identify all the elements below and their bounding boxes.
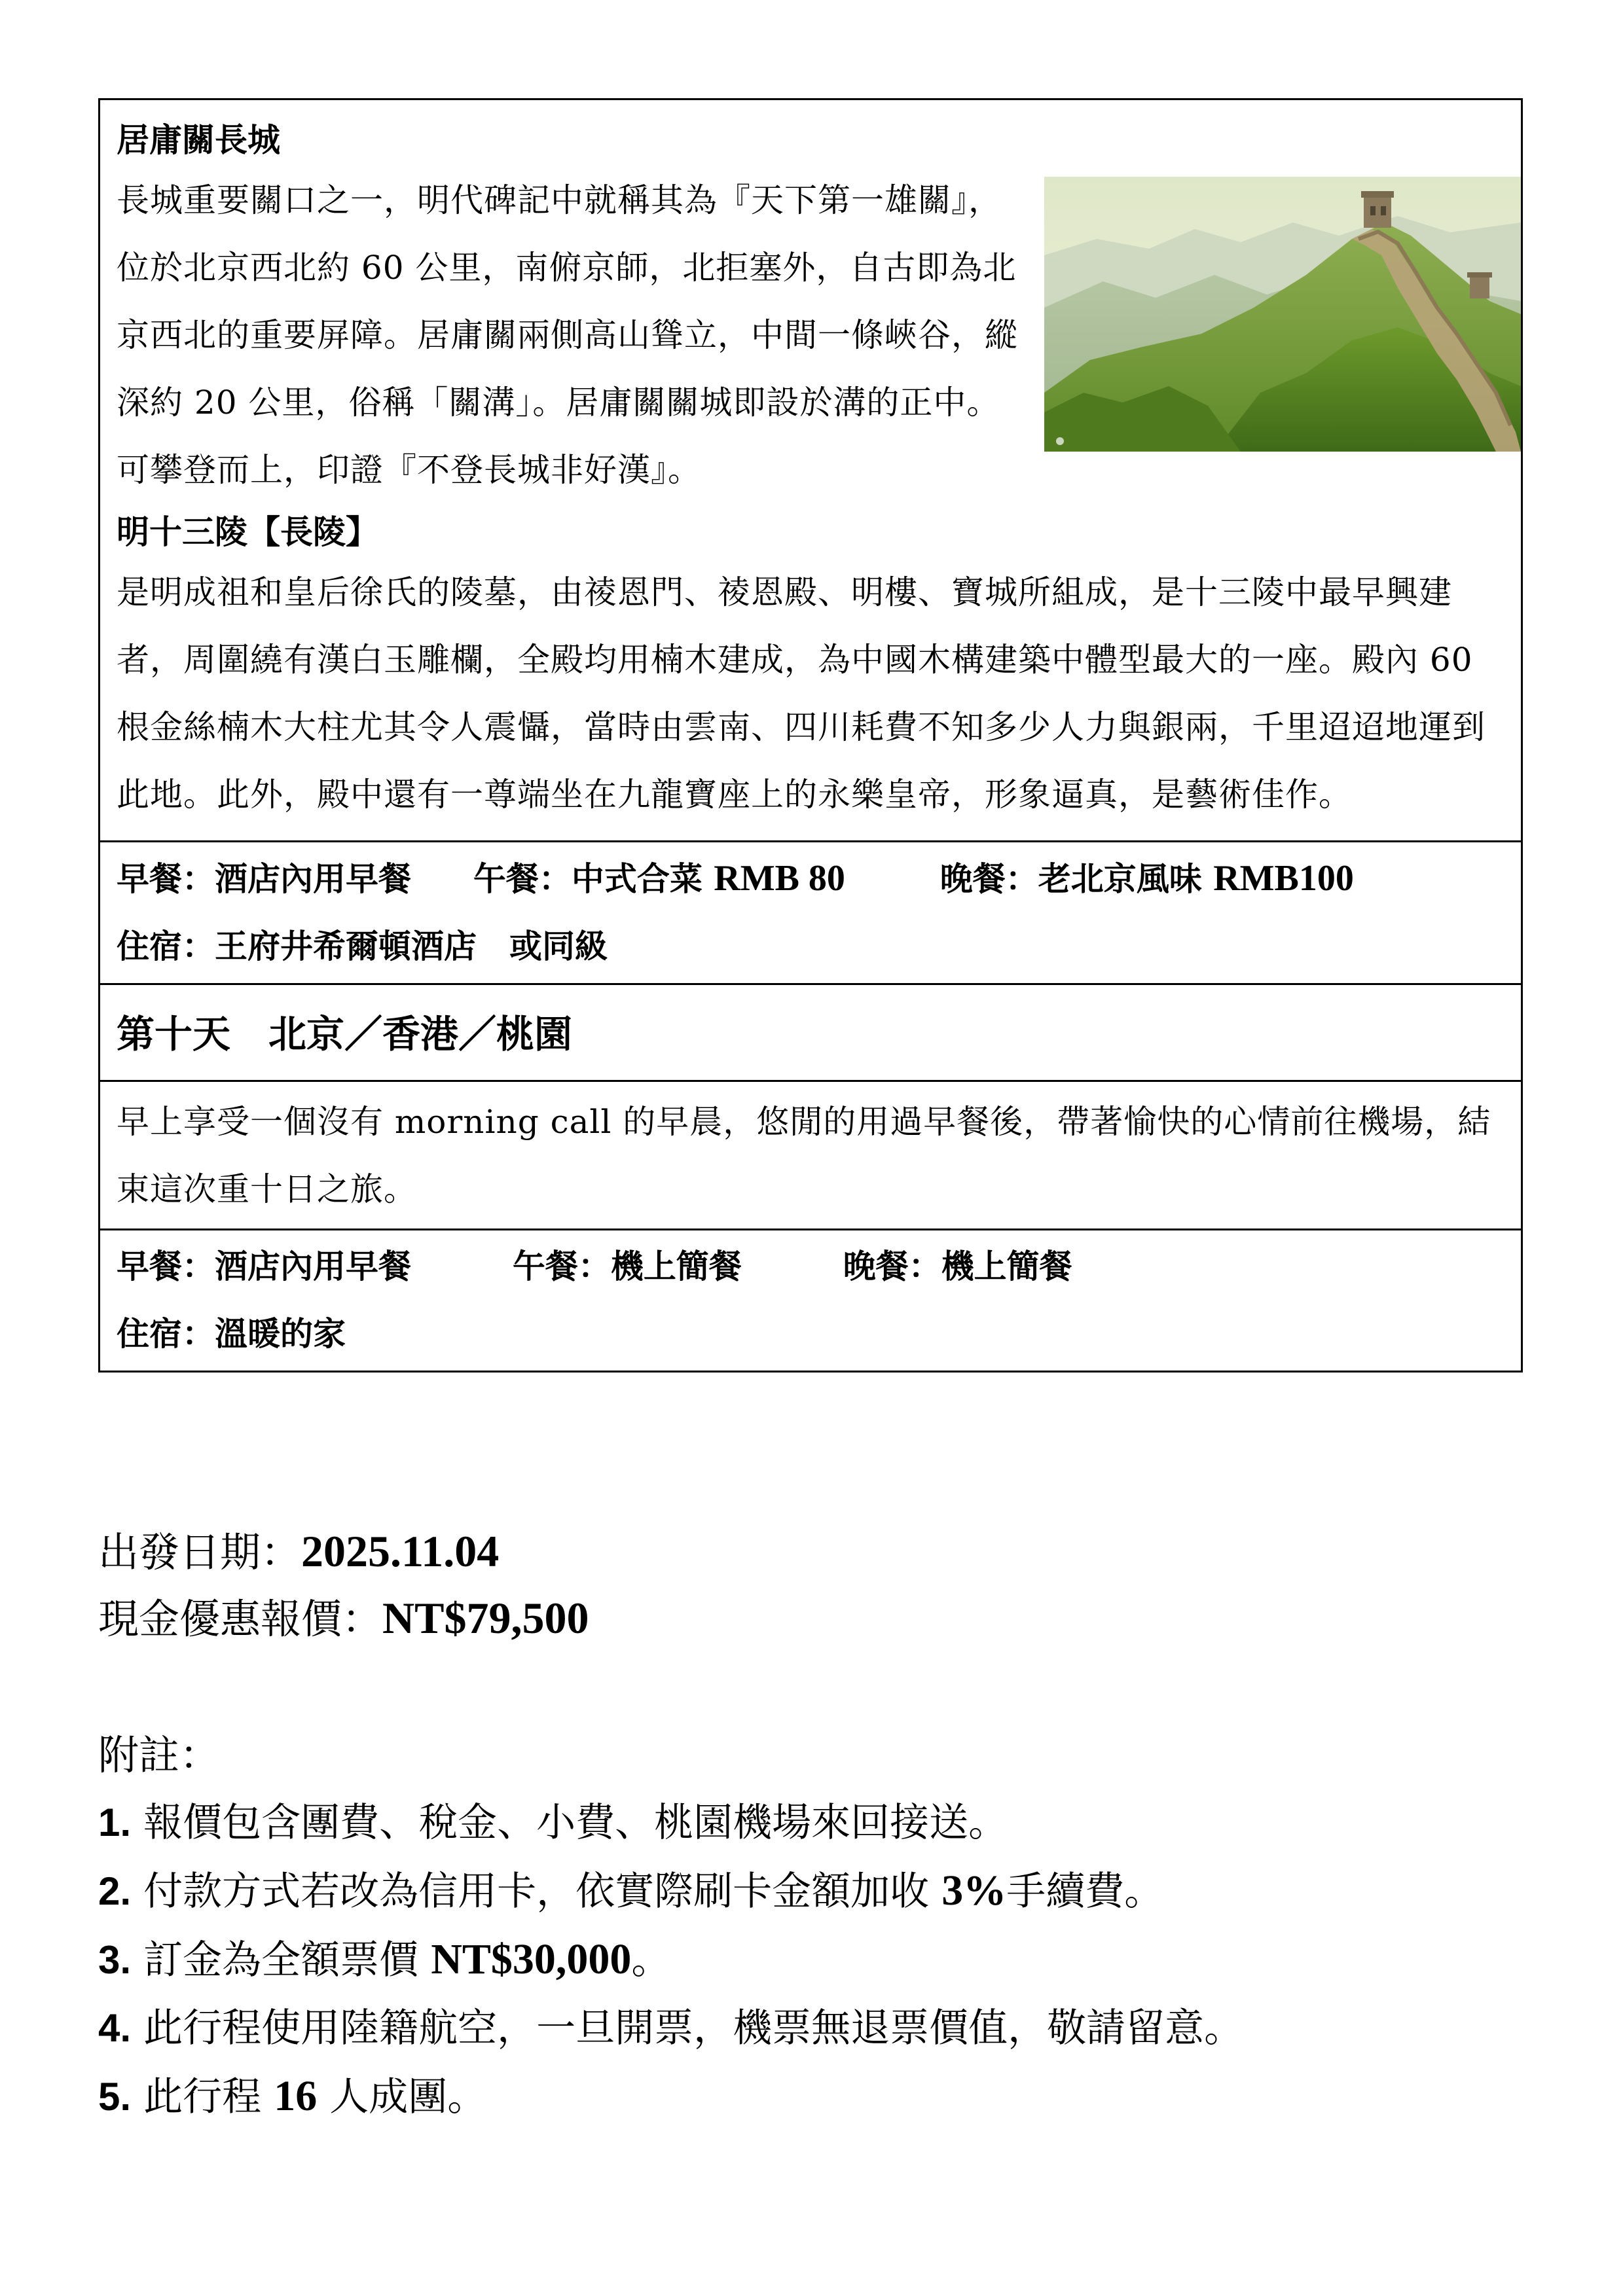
note-text: 報價包含團費、稅金、小費、桃園機場來回接送。 [143, 1800, 1008, 1846]
note-text-end: 手續費。 [1006, 1869, 1164, 1914]
hotel-value: 溫暖的家 [215, 1315, 346, 1353]
note-text: 訂金為全額票價 [143, 1937, 431, 1983]
dinner-value: 老北京風味 [1038, 860, 1214, 898]
hotel-label: 住宿： [117, 1315, 215, 1353]
price-value: NT$79,500 [382, 1593, 589, 1643]
lunch-label: 午餐： [512, 1247, 611, 1285]
dinner-label: 晚餐： [939, 860, 1038, 898]
note-number: 4. [98, 2006, 132, 2050]
note-highlight: 16 [274, 2072, 318, 2120]
day10-title: 第十天 北京／香港／桃園 [117, 1012, 573, 1056]
note-number: 3. [98, 1938, 132, 1982]
lunch-value: 中式合菜 [571, 860, 714, 898]
attractions-row [100, 99, 1522, 842]
breakfast-value: 酒店內用早餐 [215, 860, 411, 898]
lunch-label: 午餐： [473, 860, 572, 898]
departure-date [98, 1518, 1539, 1585]
attraction-title-changling: 明十三陵【長陵】 [117, 513, 378, 551]
breakfast-label: 早餐： [117, 1247, 215, 1285]
day10-text-cell [100, 1081, 1522, 1230]
attraction-title-juyongguan: 居庸關長城 [117, 121, 280, 159]
great-wall-photo [1044, 177, 1521, 452]
day9-meals-row [100, 842, 1522, 984]
day10-title-cell [100, 984, 1522, 1081]
itinerary-table [98, 98, 1523, 1372]
note-item-4 [98, 1994, 1539, 2062]
lunch-value: 機上簡餐 [610, 1247, 742, 1285]
attraction-text-changling: 是明成祖和皇后徐氏的陵墓，由祾恩門、祾恩殿、明樓、寶城所組成，是十三陵中最早興建者，周圍繞有漢白玉雕欄，全殿均用楠木建成，為中國木構建築中體型最大的一座。殿內 60 根金絲楠木大柱尤其令人震懾，當時由雲南、四川耗費不知多少人力與銀兩，千里迢迢地運到此地。此外，殿中還有一尊端坐在九龍寶座上的永樂皇帝，形象逼真，是藝術佳作。 [117, 573, 1486, 814]
note-number: 5. [98, 2075, 132, 2119]
day9-hotel [117, 913, 1506, 980]
lunch-price: RMB 80 [714, 858, 845, 899]
note-number: 2. [98, 1869, 132, 1913]
dinner-price: RMB100 [1213, 858, 1354, 899]
note-text: 此行程 [143, 2074, 274, 2120]
note-text: 此行程使用陸籍航空，一旦開票，機票無退票價值，敬請留意。 [143, 2005, 1244, 2051]
note-text: 付款方式若改為信用卡，依實際刷卡金額加收 [143, 1869, 942, 1914]
note-text-end: 人成團。 [317, 2074, 487, 2120]
departure-value: 2025.11.04 [301, 1526, 500, 1576]
note-text-end: 。 [631, 1937, 671, 1983]
note-item-2 [98, 1857, 1539, 1926]
day10-meals [117, 1233, 1506, 1300]
hotel-label: 住宿： [117, 927, 215, 965]
attractions-cell [100, 99, 1522, 842]
dinner-label: 晚餐： [843, 1247, 941, 1285]
day9-meals [117, 845, 1506, 913]
great-wall-illustration [1044, 177, 1521, 452]
dinner-value: 機上簡餐 [941, 1247, 1072, 1285]
price-summary [98, 1518, 1539, 1652]
day10-meals-cell [100, 1230, 1522, 1372]
price-label: 現金優惠報價： [98, 1595, 383, 1643]
day10-text: 早上享受一個沒有 morning call 的早晨，悠閒的用過早餐後，帶著愉快的心情前往機場，結束這次重十日之旅。 [117, 1103, 1491, 1208]
notes-title: 附註： [98, 1731, 221, 1779]
note-highlight: NT$30,000 [431, 1935, 632, 1983]
breakfast-label: 早餐： [117, 860, 215, 898]
note-number: 1. [98, 1801, 132, 1844]
day10-hotel [117, 1300, 1506, 1368]
note-item-1 [98, 1789, 1539, 1857]
day10-text-row [100, 1081, 1522, 1230]
notes-section [98, 1721, 1539, 2131]
day9-meals-cell [100, 842, 1522, 984]
cash-price [98, 1585, 1539, 1652]
departure-label: 出發日期： [98, 1528, 302, 1576]
day10-title-row [100, 984, 1522, 1081]
day10-meals-row [100, 1230, 1522, 1372]
note-item-3 [98, 1926, 1539, 1994]
hotel-value: 王府井希爾頓酒店 或同級 [215, 927, 608, 965]
note-item-5 [98, 2062, 1539, 2131]
breakfast-value: 酒店內用早餐 [215, 1247, 411, 1285]
attraction-text-juyongguan: 長城重要關口之一，明代碑記中就稱其為『天下第一雄關』，位於北京西北約 60 公里，南俯京師，北拒塞外，自古即為北京西北的重要屏障。居庸關兩側高山聳立，中間一條峽谷，縱深約 20 公里，俗稱「關溝」。居庸關關城即設於溝的正中。可攀登而上，印證『不登長城非好漢』。 [117, 181, 1018, 489]
note-highlight: 3% [941, 1867, 1007, 1914]
